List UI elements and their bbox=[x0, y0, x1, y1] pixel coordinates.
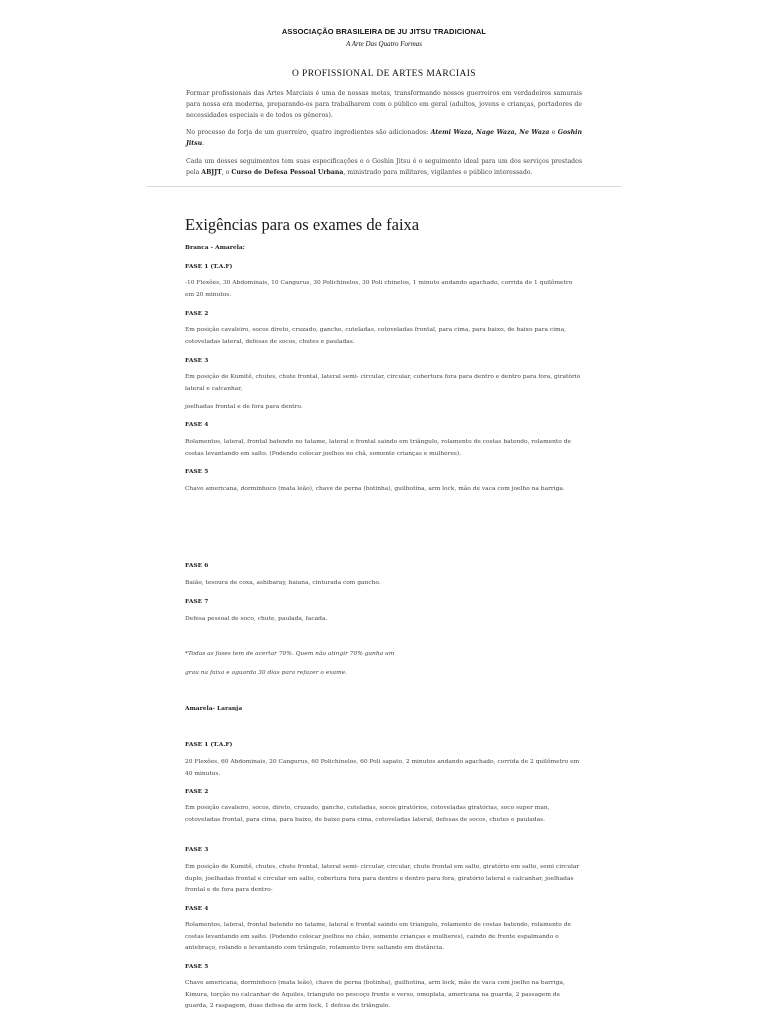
b1-phase-5-text: Chave americana, dorminhoco (mata leão), chave de perna (botinha), guilhotina, arm lock, mão de vaca com joelho na barriga. bbox=[185, 486, 565, 492]
b1-phase-2-label: FASE 2 bbox=[185, 310, 209, 317]
b2-phase-2-text: Em posição cavaleiro, socos, direto, cruzado, gancho, cuteladas, socos giratórios, cotoveladas giratórias, soco super man, cotoveladas frontal, para cima, para baixo, de baixo para cima, cotoveladas lateral, defesas de socos, chutes e pauladas. bbox=[185, 805, 550, 823]
b1-phase-3-text: Em posição de Kumitê, chutes, chute frontal, lateral semi- circular, circular, cobertura fora para dentro e dentro para fora, giratório lateral e calcanhar, bbox=[185, 374, 581, 392]
b1-phase-5-label: FASE 5 bbox=[185, 468, 209, 475]
association-motto: A Arte Das Quatro Formas bbox=[345, 40, 423, 48]
b2-phase-4-text: Rolamentos, lateral, frontal batendo no tatame, lateral e frontal saindo em triangulo, rolamento de costas batendo, rolamento de costas levantando em salto. (Podendo colocar joelhos no chão, somente crianças e mulheres), caindo de frente espalmando o antebraço, rolando e levantando com triângulo, rolamento livre saltando em distância. bbox=[185, 922, 571, 951]
b2-phase-4-label: FASE 4 bbox=[185, 905, 209, 912]
intro-p3-text: Cada um desses seguimentos tem suas especificações e o Goshin Jitsu é o seguimento ideal para um dos serviços prestados pela bbox=[186, 158, 582, 176]
intro-p3-abjjt: ABJJT bbox=[201, 169, 222, 176]
b2-phase-3-label: FASE 3 bbox=[185, 846, 209, 853]
b2-phase-3-text: Em posição de Kumitê, chutes, chute frontal, lateral semi- circular, circular, chute frontal em salto, giratório em salto, semi circular duplo, joelhadas frontal e circular em salto, cobertura fora para dentro e dentro para fora, giratório lateral e calcanhar, joelhadas frontal e de fora para dentro- bbox=[185, 864, 580, 893]
b1-phase-3-label: FASE 3 bbox=[185, 357, 209, 364]
intro-p2-conjunction: e bbox=[549, 129, 558, 136]
b1-phase-2-text: Em posição cavaleiro, socos direto, cruzado, gancho, cuteladas, cotoveladas frontal, para cima, para baixo, de baixo para cima, cotoveladas lateral, defesas de socos, chutes e pauladas. bbox=[185, 327, 567, 345]
b2-phase-5-label: FASE 5 bbox=[185, 963, 209, 970]
b1-phase-6-label: FASE 6 bbox=[185, 562, 209, 569]
b1-phase-7-label: FASE 7 bbox=[185, 598, 209, 605]
b1-phase-1-label: FASE 1 (T.A.F) bbox=[185, 263, 233, 270]
intro-paragraph-1: Formar profissionais das Artes Marciais é uma de nossas metas, transformando nossos guerreiros em verdadeiros samurais para nossa era moderna, preparando-os para trabalharem com o público em geral (adultos, jovens e crianças, portadores de necessidades especiais e de todos os gêneros). bbox=[186, 90, 582, 119]
intro-p3-sep: , o bbox=[221, 169, 232, 176]
intro-paragraph-2 bbox=[186, 127, 582, 149]
intro-paragraph-3 bbox=[186, 156, 582, 178]
b1-phase-6-text: Baião, tesoura de coxa, ashibaray, baiana, cinturada com gancho. bbox=[185, 580, 381, 586]
section-divider bbox=[147, 186, 621, 187]
belt-heading-white-yellow: Branca - Amarela: bbox=[185, 244, 245, 251]
b2-phase-2-label: FASE 2 bbox=[185, 788, 209, 795]
intro-p2-text: No processo de forja de um guerreiro, quatro ingredientes são adicionados: bbox=[186, 129, 431, 136]
b1-phase-1-text: -10 Flexões, 30 Abdominais, 10 Cangurus, 30 Polichinelos, 30 Poli chinelos, 1 minuto andando agachado, corrida de 1 quilômetro em 20 minutos. bbox=[185, 280, 573, 298]
exams-title: Exigências para os exames de faixa bbox=[185, 215, 420, 234]
b1-phase-3-text-cont: joelhadas frontal e de fora para dentro. bbox=[185, 404, 303, 410]
intro-p2-goshin: Goshin Jitsu bbox=[186, 129, 582, 147]
exam-note-line-2: grau na faixa e aguarda 30 dias para refazer o exame. bbox=[185, 670, 348, 676]
association-name: ASSOCIAÇÃO BRASILEIRA DE JU JITSU TRADICIONAL bbox=[281, 27, 487, 36]
b2-phase-5-text: Chave americana, dorminhoco (mata leão), chave de perna (botinha), guilhotina, arm lock, mão de vaca com joelho na barriga, Kimura, torção no calcanhar de Aquiles, triangulo no pescoço frente e verso, omoplata, americana na guarda, 2 passagem de guarda, 2 raspagem, duas defesa de arm lock, 1 defesa de triângulo. bbox=[185, 980, 565, 1009]
intro-p2-techniques: Atemi Waza, Nage Waza, Ne Waza bbox=[430, 129, 550, 136]
intro-p3-course: Curso de Defesa Pessoal Urbana bbox=[231, 169, 344, 176]
b1-phase-7-text: Defesa pessoal de soco, chute, paulada, facada. bbox=[185, 616, 328, 622]
intro-p3-end: , ministrado para militares, vigilantes e público interessado. bbox=[343, 169, 533, 176]
b1-phase-4-text: Rolamentos, lateral, frontal batendo no tatame, lateral e frontal saindo em triângulo, rolamento de costas batendo, rolamento de costas levantando em salto. (Podendo colocar joelhos no chã, somente crianças e mulheres). bbox=[185, 439, 571, 457]
intro-title: O PROFISSIONAL DE ARTES MARCIAIS bbox=[292, 69, 476, 79]
b2-phase-1-label: FASE 1 (T.A.F) bbox=[185, 741, 233, 748]
exam-note-line-1: *Todas as fases tem de acertar 70%. Quem não atingir 70% ganha um bbox=[185, 651, 395, 657]
belt-heading-yellow-orange: Amarela- Laranja bbox=[185, 705, 243, 712]
b1-phase-4-label: FASE 4 bbox=[185, 421, 209, 428]
b2-phase-1-text: 20 Flexões, 60 Abdominais, 20 Cangurus, 60 Polichinelos, 60 Poli sapato, 2 minutos andando agachado, corrida de 2 quilômetro em 40 minutos. bbox=[185, 759, 580, 777]
intro-p2-end: . bbox=[202, 140, 205, 147]
